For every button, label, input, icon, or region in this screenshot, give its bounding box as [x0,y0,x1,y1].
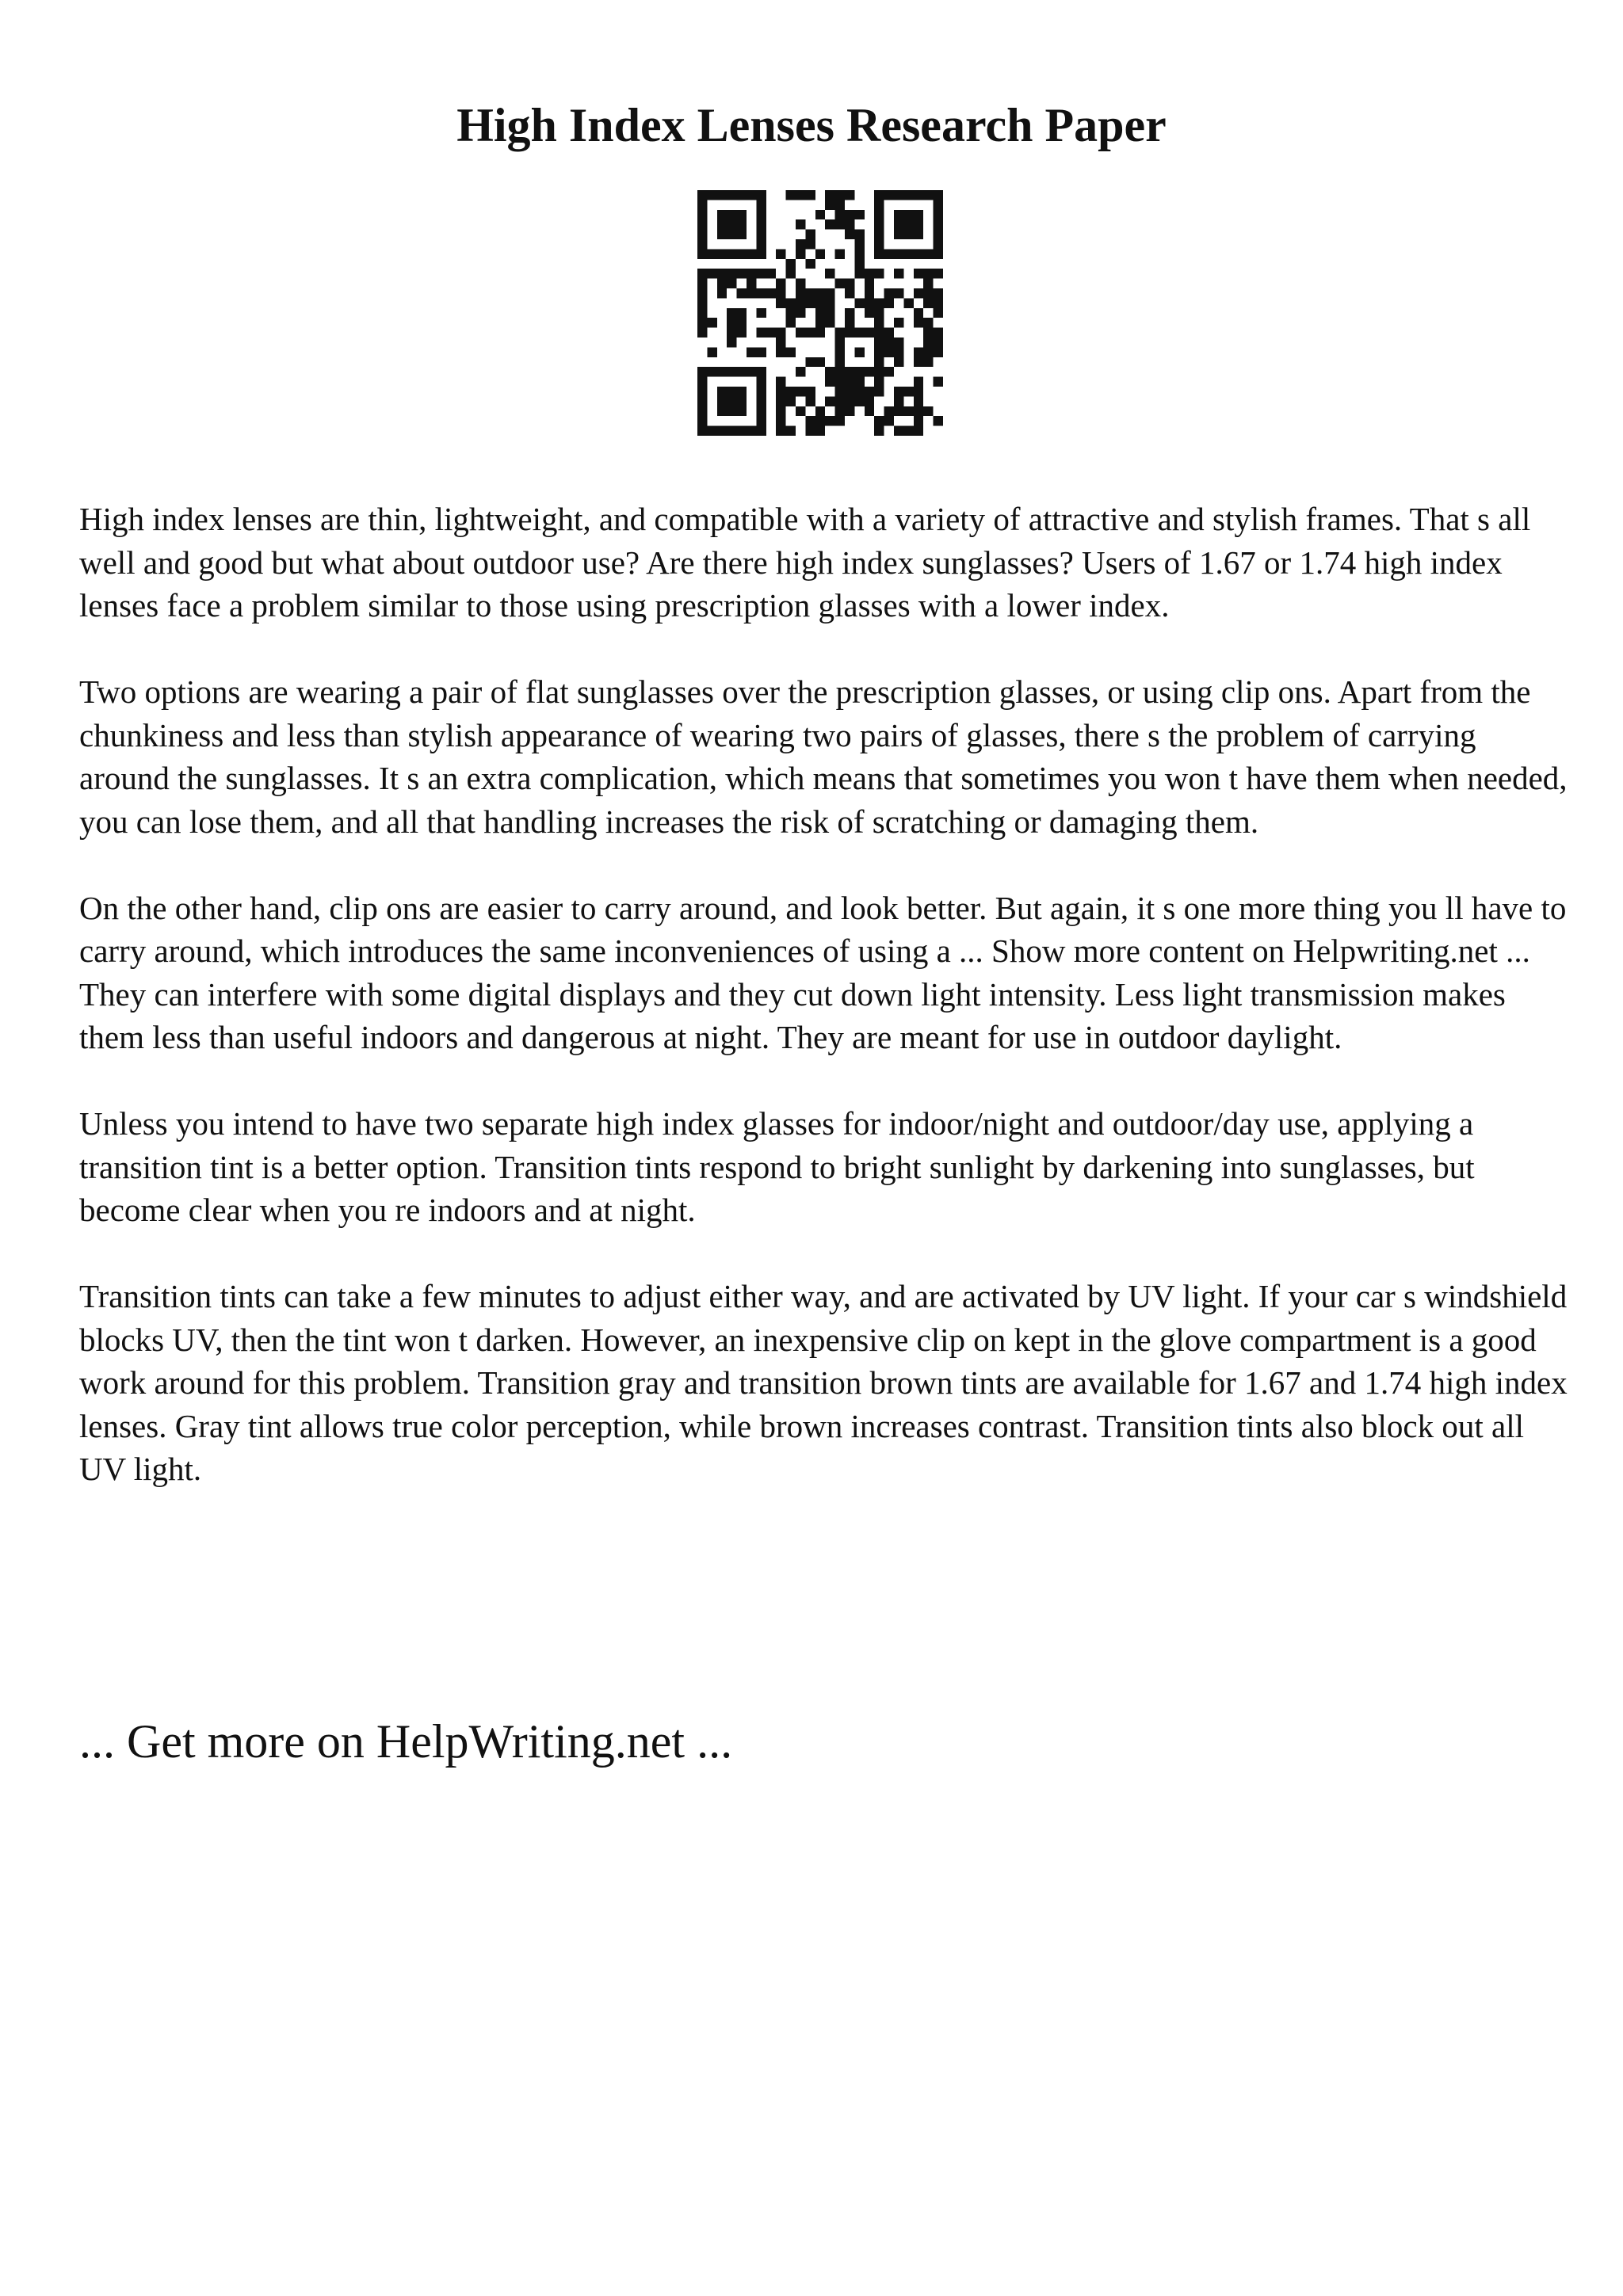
article-body [79,498,1569,1534]
page-title: High Index Lenses Research Paper [456,99,1167,151]
paragraph-5: Unless you intend to have two separate high index glasses for indoor/night and outdoor/day use, applying a transition tint is a better option. Transition tints respond to bright sunlight by darkening into sunglasses, but become clear when you re indoors and at night. [79,1105,1475,1228]
paragraph-2: Two options are wearing a pair of flat sunglasses over the prescription glasses, or using clip ons. Apart from the chunkiness and less than stylish appearance of wearing two pairs of glasses, there s the problem of carrying around the sunglasses. It s an extra complication, which means that sometimes you won t have them when needed, you can lose them, and all that handling increases the risk of scratching or damaging them. [79,673,1568,840]
get-more-link[interactable]: ... Get more on HelpWriting.net ... [79,1715,733,1768]
paragraph-3: On the other hand, clip ons are easier to carry around, and look better. But again, it s one more thing you ll have to carry around, which introduces the same inconveniences of using a ... Show more content on Helpwriting.net ... [79,889,1567,969]
paragraph-6: Transition tints can take a few minutes to adjust either way, and are activated by UV light. If your car s windshield blocks UV, then the tint won t darken. However, an inexpensive clip on kept in the glove compartment is a good work around for this problem. Transition gray and transition brown tints are available for 1.67 and 1.74 high index lenses. Gray tint allows true color perception, while brown increases contrast. Transition tints also block out all UV light. [79,1278,1568,1487]
qr-code-icon[interactable] [697,190,943,436]
qr-code-graphic [697,190,943,436]
paragraph-4: They can interfere with some digital displays and they cut down light intensity. Less light transmission makes them less than useful indoors and dangerous at night. They are meant for use in outdoor daylight. [79,975,1506,1055]
paragraph-1: High index lenses are thin, lightweight, and compatible with a variety of attractive and stylish frames. That s all well and good but what about outdoor use? Are there high index sunglasses? Users of 1.67 or 1.74 high index lenses face a problem similar to those using prescription glasses with a lower index. [79,501,1531,624]
